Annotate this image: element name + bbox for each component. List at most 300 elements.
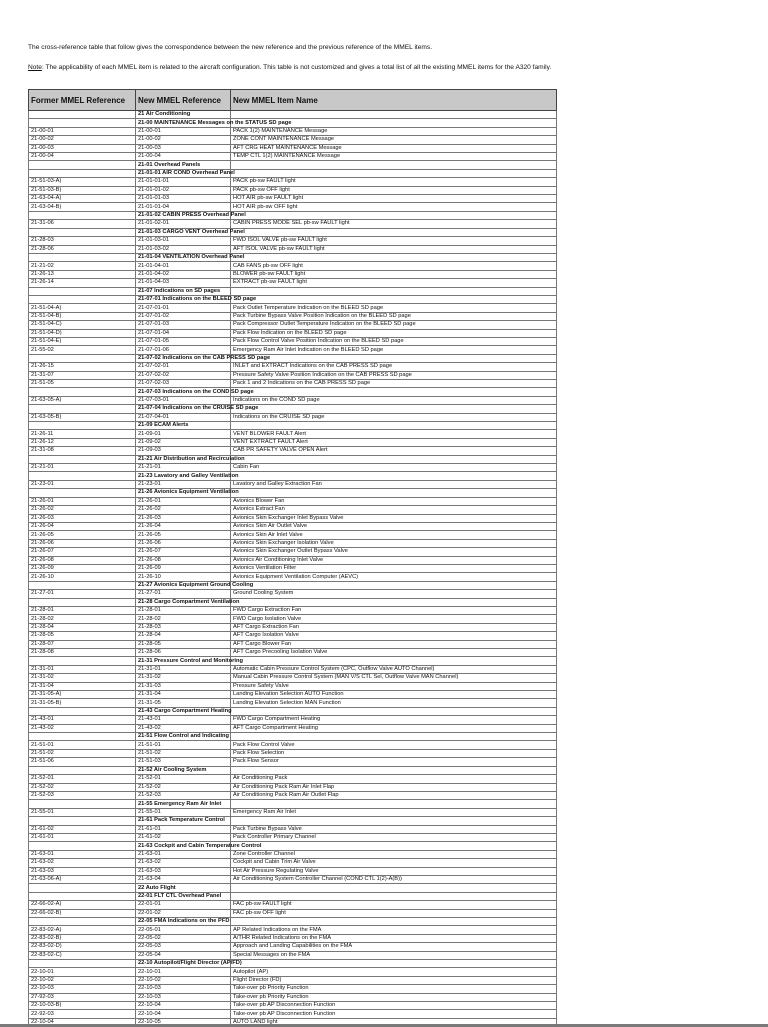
section-heading-row: [29, 657, 557, 665]
item-name-cell: TEMP CTL 1(2) MAINTENANCE Message: [231, 153, 557, 161]
table-row: [29, 497, 557, 505]
item-name-cell: Flight Director (FD): [231, 976, 557, 984]
table-header: [29, 90, 557, 111]
item-name-cell: Avionics Air Conditioning Inlet Valve: [231, 556, 557, 564]
item-name-cell: ZONE CONT MAINTENANCE Message: [231, 136, 557, 144]
table-row: [29, 749, 557, 757]
former-reference-cell: [29, 354, 136, 362]
new-reference-cell: 22-01 FLT CTL Overhead Panel: [136, 892, 231, 900]
former-reference-cell: 21-51-04-A): [29, 304, 136, 312]
table-row: [29, 573, 557, 581]
new-reference-cell: 21-09 ECAM Alerts: [136, 422, 231, 430]
new-reference-cell: 21-26-03: [136, 514, 231, 522]
new-reference-cell: 22 Auto Flight: [136, 884, 231, 892]
former-reference-cell: [29, 253, 136, 261]
former-reference-cell: 21-63-05-B): [29, 413, 136, 421]
former-reference-cell: 21-61-02: [29, 825, 136, 833]
table-row: [29, 321, 557, 329]
former-reference-cell: 21-51-04-B): [29, 312, 136, 320]
item-name-cell: Air Conditioning Pack Ram Air Outlet Flap: [231, 791, 557, 799]
section-heading-row: [29, 455, 557, 463]
table-row: [29, 934, 557, 942]
item-name-cell: [231, 884, 557, 892]
new-reference-cell: 22-05-02: [136, 934, 231, 942]
new-reference-cell: 21-55 Emergency Ram Air Inlet: [136, 800, 231, 808]
new-reference-cell: 21-01-04-03: [136, 279, 231, 287]
table-row: [29, 691, 557, 699]
item-name-cell: [231, 354, 557, 362]
item-name-cell: [231, 211, 557, 219]
former-reference-cell: 21-26-03: [29, 514, 136, 522]
table-row: [29, 640, 557, 648]
item-name-cell: Automatic Cabin Pressure Control System (CPC, Outflow Valve AUTO Channel): [231, 665, 557, 673]
former-reference-cell: 22-10-04: [29, 1018, 136, 1026]
new-reference-cell: 21-07-02-03: [136, 380, 231, 388]
item-name-cell: Pack 1 and 2 Indications on the CAB PRESS SD page: [231, 380, 557, 388]
section-heading-row: [29, 228, 557, 236]
new-reference-cell: 21-28-01: [136, 606, 231, 614]
table-row: [29, 1010, 557, 1018]
former-reference-cell: 22-92-03: [29, 1010, 136, 1018]
new-reference-cell: 21-28-03: [136, 623, 231, 631]
item-name-cell: FWD Cargo Isolation Valve: [231, 615, 557, 623]
table-row: [29, 371, 557, 379]
section-heading-row: [29, 581, 557, 589]
item-name-cell: CAB PR SAFETY VALVE OPEN Alert: [231, 447, 557, 455]
new-reference-cell: 21-26-08: [136, 556, 231, 564]
new-reference-cell: 22-10-05: [136, 1018, 231, 1026]
item-name-cell: FAC pb-sw FAULT light: [231, 901, 557, 909]
former-reference-cell: 21-51-04-D): [29, 329, 136, 337]
section-heading-row: [29, 733, 557, 741]
table-row: [29, 791, 557, 799]
former-reference-cell: 21-31-08: [29, 447, 136, 455]
item-name-cell: [231, 228, 557, 236]
item-name-cell: [231, 169, 557, 177]
table-row: [29, 144, 557, 152]
new-reference-cell: 21-26-09: [136, 564, 231, 572]
former-reference-cell: 21-28-06: [29, 245, 136, 253]
former-reference-cell: [29, 472, 136, 480]
former-reference-cell: 21-31-05-B): [29, 699, 136, 707]
item-name-cell: Pack Compressor Outlet Temperature Indication on the BLEED SD page: [231, 321, 557, 329]
table-row: [29, 245, 557, 253]
item-name-cell: Avionics Skin Air Inlet Valve: [231, 531, 557, 539]
new-reference-cell: 21-07-01-03: [136, 321, 231, 329]
table-row: [29, 833, 557, 841]
new-reference-cell: 21-52-01: [136, 775, 231, 783]
new-reference-cell: 21-23 Lavatory and Galley Ventilation: [136, 472, 231, 480]
new-reference-cell: 21-01-04 VENTILATION Overhead Panel: [136, 253, 231, 261]
table-row: [29, 985, 557, 993]
item-name-cell: Pack Outlet Temperature Indication on the BLEED SD page: [231, 304, 557, 312]
table-row: [29, 699, 557, 707]
former-reference-cell: 21-26-15: [29, 363, 136, 371]
header-former-reference: Former MMEL Reference: [29, 90, 136, 111]
former-reference-cell: 22-10-03: [29, 985, 136, 993]
former-reference-cell: 21-51-05: [29, 380, 136, 388]
new-reference-cell: 21-63-01: [136, 850, 231, 858]
new-reference-cell: 22-10-03: [136, 993, 231, 1001]
former-reference-cell: 21-26-10: [29, 573, 136, 581]
former-reference-cell: 21-31-01: [29, 665, 136, 673]
table-row: [29, 464, 557, 472]
item-name-cell: AFT ISOL VALVE pb-sw FAULT light: [231, 245, 557, 253]
item-name-cell: Pack Flow Control Valve Position Indication on the BLEED SD page: [231, 337, 557, 345]
new-reference-cell: 21-07-02 Indications on the CAB PRESS SD page: [136, 354, 231, 362]
section-heading-row: [29, 169, 557, 177]
table-row: [29, 943, 557, 951]
item-name-cell: Landing Elevation Selection AUTO Function: [231, 691, 557, 699]
former-reference-cell: 22-83-02-D): [29, 943, 136, 951]
item-name-cell: FWD ISOL VALVE pb-sw FAULT light: [231, 237, 557, 245]
former-reference-cell: 21-00-02: [29, 136, 136, 144]
table-row: [29, 1018, 557, 1026]
new-reference-cell: 21-07-02-01: [136, 363, 231, 371]
former-reference-cell: [29, 161, 136, 169]
item-name-cell: [231, 581, 557, 589]
header-new-reference: New MMEL Reference: [136, 90, 231, 111]
item-name-cell: Pressure Safety Valve: [231, 682, 557, 690]
item-name-cell: Pressure Safety Valve Position Indication on the CAB PRESS SD page: [231, 371, 557, 379]
table-row: [29, 548, 557, 556]
new-reference-cell: 21-55-01: [136, 808, 231, 816]
new-reference-cell: 21-00-01: [136, 127, 231, 135]
table-row: [29, 312, 557, 320]
item-name-cell: FWD Cargo Compartment Heating: [231, 716, 557, 724]
former-reference-cell: 21-28-01: [29, 606, 136, 614]
item-name-cell: Air Conditioning System Controller Channel (COND CTL 1(2)-A(B)): [231, 875, 557, 883]
header-new-item-name: New MMEL Item Name: [231, 90, 557, 111]
table-row: [29, 480, 557, 488]
item-name-cell: Take-over pb AP Disconnection Function: [231, 1010, 557, 1018]
section-heading-row: [29, 817, 557, 825]
former-reference-cell: 22-10-02: [29, 976, 136, 984]
item-name-cell: CAB FANS pb-sw OFF light: [231, 262, 557, 270]
former-reference-cell: 21-63-01: [29, 850, 136, 858]
table-row: [29, 993, 557, 1001]
note-paragraph: [28, 63, 568, 72]
item-name-cell: Cabin Fan: [231, 464, 557, 472]
former-reference-cell: [29, 598, 136, 606]
table-row: [29, 867, 557, 875]
table-row: [29, 514, 557, 522]
item-name-cell: AFT Cargo Extraction Fan: [231, 623, 557, 631]
section-heading-row: [29, 253, 557, 261]
former-reference-cell: 21-26-12: [29, 438, 136, 446]
former-reference-cell: [29, 657, 136, 665]
new-reference-cell: 21-28-02: [136, 615, 231, 623]
item-name-cell: FWD Cargo Extraction Fan: [231, 606, 557, 614]
new-reference-cell: 22-05-04: [136, 951, 231, 959]
new-reference-cell: 21-26-02: [136, 506, 231, 514]
item-name-cell: PACK pb-sw FAULT light: [231, 178, 557, 186]
section-heading-row: [29, 707, 557, 715]
former-reference-cell: [29, 169, 136, 177]
section-heading-row: [29, 489, 557, 497]
item-name-cell: Special Messages on the FMA: [231, 951, 557, 959]
table-row: [29, 909, 557, 917]
cross-reference-table: [28, 89, 557, 1027]
new-reference-cell: 21-63 Cockpit and Cabin Temperature Control: [136, 842, 231, 850]
item-name-cell: [231, 253, 557, 261]
section-heading-row: [29, 598, 557, 606]
item-name-cell: Ground Cooling System: [231, 590, 557, 598]
item-name-cell: [231, 707, 557, 715]
note-label: Note: [28, 64, 42, 71]
new-reference-cell: 21-52-03: [136, 791, 231, 799]
item-name-cell: [231, 161, 557, 169]
table-row: [29, 606, 557, 614]
new-reference-cell: 21-09-02: [136, 438, 231, 446]
former-reference-cell: 21-63-04-A): [29, 195, 136, 203]
former-reference-cell: [29, 733, 136, 741]
new-reference-cell: 22-10-02: [136, 976, 231, 984]
item-name-cell: BLOWER pb-sw FAULT light: [231, 270, 557, 278]
item-name-cell: EXTRACT pb-sw FAULT light: [231, 279, 557, 287]
table-row: [29, 674, 557, 682]
table-row: [29, 237, 557, 245]
item-name-cell: Avionics Skin Air Outlet Valve: [231, 522, 557, 530]
former-reference-cell: 21-26-01: [29, 497, 136, 505]
former-reference-cell: 21-28-03: [29, 237, 136, 245]
section-heading-row: [29, 918, 557, 926]
table-row: [29, 438, 557, 446]
new-reference-cell: 21-07-03 Indications on the COND SD page: [136, 388, 231, 396]
new-reference-cell: 21-01-02-01: [136, 220, 231, 228]
section-heading-row: [29, 422, 557, 430]
former-reference-cell: [29, 918, 136, 926]
item-name-cell: Air Conditioning Pack Ram Air Inlet Flap: [231, 783, 557, 791]
new-reference-cell: 22-10 Autopilot/Flight Director (AP/FD): [136, 960, 231, 968]
new-reference-cell: 21-31-01: [136, 665, 231, 673]
former-reference-cell: 21-55-01: [29, 808, 136, 816]
item-name-cell: Lavatory and Galley Extraction Fan: [231, 480, 557, 488]
table-row: [29, 623, 557, 631]
former-reference-cell: 21-51-04-E): [29, 337, 136, 345]
former-reference-cell: 21-28-04: [29, 623, 136, 631]
note-text: : The applicability of each MMEL item is related to the aircraft configuration. This table is not customized and gives a total list of all the existing MMEL items for the A320 family.: [41, 64, 552, 71]
table-row: [29, 337, 557, 345]
item-name-cell: [231, 295, 557, 303]
new-reference-cell: 21-01-03-01: [136, 237, 231, 245]
table-row: [29, 178, 557, 186]
former-reference-cell: [29, 211, 136, 219]
table-row: [29, 615, 557, 623]
new-reference-cell: 21-26-05: [136, 531, 231, 539]
new-reference-cell: 21-43-02: [136, 724, 231, 732]
item-name-cell: Approach and Landing Capabilities on the FMA: [231, 943, 557, 951]
new-reference-cell: 21-07-01 Indications on the BLEED SD page: [136, 295, 231, 303]
new-reference-cell: 21-07-01-02: [136, 312, 231, 320]
former-reference-cell: [29, 884, 136, 892]
former-reference-cell: 21-00-03: [29, 144, 136, 152]
new-reference-cell: 21-07-01-04: [136, 329, 231, 337]
new-reference-cell: 21-00-02: [136, 136, 231, 144]
former-reference-cell: 21-26-13: [29, 270, 136, 278]
former-reference-cell: [29, 842, 136, 850]
former-reference-cell: [29, 455, 136, 463]
table-row: [29, 262, 557, 270]
section-heading-row: [29, 892, 557, 900]
former-reference-cell: 21-63-05-A): [29, 396, 136, 404]
new-reference-cell: 21-26-10: [136, 573, 231, 581]
new-reference-cell: 22-10-03: [136, 985, 231, 993]
section-heading-row: [29, 111, 557, 119]
item-name-cell: Avionics Skin Exchanger Outlet Bypass Valve: [231, 548, 557, 556]
table-row: [29, 346, 557, 354]
section-heading-row: [29, 287, 557, 295]
former-reference-cell: 21-00-01: [29, 127, 136, 135]
new-reference-cell: 21-43-01: [136, 716, 231, 724]
new-reference-cell: 22-05-01: [136, 926, 231, 934]
new-reference-cell: 21-21-01: [136, 464, 231, 472]
new-reference-cell: 21-26-04: [136, 522, 231, 530]
item-name-cell: PACK pb-sw OFF light: [231, 186, 557, 194]
new-reference-cell: 21-01-01-04: [136, 203, 231, 211]
new-reference-cell: 21-31-05: [136, 699, 231, 707]
section-heading-row: [29, 800, 557, 808]
former-reference-cell: [29, 111, 136, 119]
table-row: [29, 270, 557, 278]
item-name-cell: Indications on the COND SD page: [231, 396, 557, 404]
new-reference-cell: 21-51-03: [136, 758, 231, 766]
table-row: [29, 682, 557, 690]
item-name-cell: Indications on the CRUISE SD page: [231, 413, 557, 421]
table-row: [29, 775, 557, 783]
item-name-cell: Take-over pb AP Disconnection Function: [231, 1002, 557, 1010]
new-reference-cell: 21-61 Pack Temperature Control: [136, 817, 231, 825]
new-reference-cell: 21-07-04-01: [136, 413, 231, 421]
new-reference-cell: 22-01-01: [136, 901, 231, 909]
table-row: [29, 430, 557, 438]
former-reference-cell: 21-26-11: [29, 430, 136, 438]
former-reference-cell: [29, 422, 136, 430]
new-reference-cell: 21-01 Overhead Panels: [136, 161, 231, 169]
former-reference-cell: 21-51-04-C): [29, 321, 136, 329]
table-body: [29, 111, 557, 1027]
new-reference-cell: 21-63-02: [136, 859, 231, 867]
table-row: [29, 195, 557, 203]
item-name-cell: [231, 388, 557, 396]
new-reference-cell: 21-07-02-02: [136, 371, 231, 379]
new-reference-cell: 21-43 Cargo Compartment Heating: [136, 707, 231, 715]
table-row: [29, 153, 557, 161]
item-name-cell: Pack Controller Primary Channel: [231, 833, 557, 841]
item-name-cell: HOT AIR pb-sw OFF light: [231, 203, 557, 211]
new-reference-cell: 21-31 Pressure Control and Monitoring: [136, 657, 231, 665]
former-reference-cell: 22-66-02-A): [29, 901, 136, 909]
table-row: [29, 976, 557, 984]
item-name-cell: AUTO LAND light: [231, 1018, 557, 1026]
table-row: [29, 522, 557, 530]
item-name-cell: CABIN PRESS MODE SEL pb-sw FAULT light: [231, 220, 557, 228]
table-row: [29, 1002, 557, 1010]
new-reference-cell: 21-01-01-01: [136, 178, 231, 186]
former-reference-cell: 22-10-01: [29, 968, 136, 976]
former-reference-cell: 21-26-09: [29, 564, 136, 572]
former-reference-cell: 21-28-07: [29, 640, 136, 648]
former-reference-cell: 21-23-01: [29, 480, 136, 488]
former-reference-cell: [29, 817, 136, 825]
item-name-cell: Pack Flow Sensor: [231, 758, 557, 766]
table-row: [29, 859, 557, 867]
former-reference-cell: 21-51-03-A): [29, 178, 136, 186]
new-reference-cell: 21-31-02: [136, 674, 231, 682]
new-reference-cell: 21-07 Indications on SD pages: [136, 287, 231, 295]
former-reference-cell: 21-52-01: [29, 775, 136, 783]
former-reference-cell: 21-26-06: [29, 539, 136, 547]
item-name-cell: VENT BLOWER FAULT Alert: [231, 430, 557, 438]
new-reference-cell: 21-26-07: [136, 548, 231, 556]
former-reference-cell: 21-63-06-A): [29, 875, 136, 883]
item-name-cell: A/THR Related Indications on the FMA: [231, 934, 557, 942]
former-reference-cell: 22-10-03-B): [29, 1002, 136, 1010]
former-reference-cell: 21-31-05-A): [29, 691, 136, 699]
table-row: [29, 396, 557, 404]
new-reference-cell: 21-61-01: [136, 825, 231, 833]
new-reference-cell: 21-61-02: [136, 833, 231, 841]
item-name-cell: AFT Cargo Compartment Heating: [231, 724, 557, 732]
former-reference-cell: 21-28-02: [29, 615, 136, 623]
table-row: [29, 632, 557, 640]
new-reference-cell: 21-63-04: [136, 875, 231, 883]
new-reference-cell: 21-01-02 CABIN PRESS Overhead Panel: [136, 211, 231, 219]
table-row: [29, 808, 557, 816]
new-reference-cell: 21-52-02: [136, 783, 231, 791]
former-reference-cell: [29, 228, 136, 236]
former-reference-cell: 21-26-08: [29, 556, 136, 564]
former-reference-cell: 21-26-04: [29, 522, 136, 530]
item-name-cell: [231, 892, 557, 900]
former-reference-cell: 22-66-02-B): [29, 909, 136, 917]
new-reference-cell: 21-31-03: [136, 682, 231, 690]
item-name-cell: [231, 472, 557, 480]
new-reference-cell: 21-26-06: [136, 539, 231, 547]
new-reference-cell: 22-05 FMA Indications on the PFD: [136, 918, 231, 926]
item-name-cell: Hot Air Pressure Regulating Valve: [231, 867, 557, 875]
table-row: [29, 951, 557, 959]
new-reference-cell: 21-28 Cargo Compartment Ventilation: [136, 598, 231, 606]
former-reference-cell: 21-21-02: [29, 262, 136, 270]
former-reference-cell: 22-83-02-C): [29, 951, 136, 959]
item-name-cell: INLET and EXTRACT Indications on the CAB PRESS SD page: [231, 363, 557, 371]
item-name-cell: Pack Flow Indication on the BLEED SD page: [231, 329, 557, 337]
table-row: [29, 724, 557, 732]
item-name-cell: [231, 287, 557, 295]
former-reference-cell: 21-55-02: [29, 346, 136, 354]
new-reference-cell: 21-00-04: [136, 153, 231, 161]
item-name-cell: [231, 598, 557, 606]
former-reference-cell: 21-28-05: [29, 632, 136, 640]
table-row: [29, 329, 557, 337]
item-name-cell: HOT AIR pb-sw FAULT light: [231, 195, 557, 203]
new-reference-cell: 21-07-01-06: [136, 346, 231, 354]
item-name-cell: Avionics Skin Exchanger Isolation Valve: [231, 539, 557, 547]
new-reference-cell: 22-10-04: [136, 1010, 231, 1018]
item-name-cell: Take-over pb Priority Function: [231, 985, 557, 993]
section-heading-row: [29, 388, 557, 396]
item-name-cell: [231, 657, 557, 665]
former-reference-cell: [29, 119, 136, 127]
new-reference-cell: 21-31-04: [136, 691, 231, 699]
table-row: [29, 783, 557, 791]
new-reference-cell: 21-07-03-01: [136, 396, 231, 404]
item-name-cell: Zone Controller Channel: [231, 850, 557, 858]
section-heading-row: [29, 960, 557, 968]
former-reference-cell: 21-31-07: [29, 371, 136, 379]
new-reference-cell: 21-01-01-03: [136, 195, 231, 203]
